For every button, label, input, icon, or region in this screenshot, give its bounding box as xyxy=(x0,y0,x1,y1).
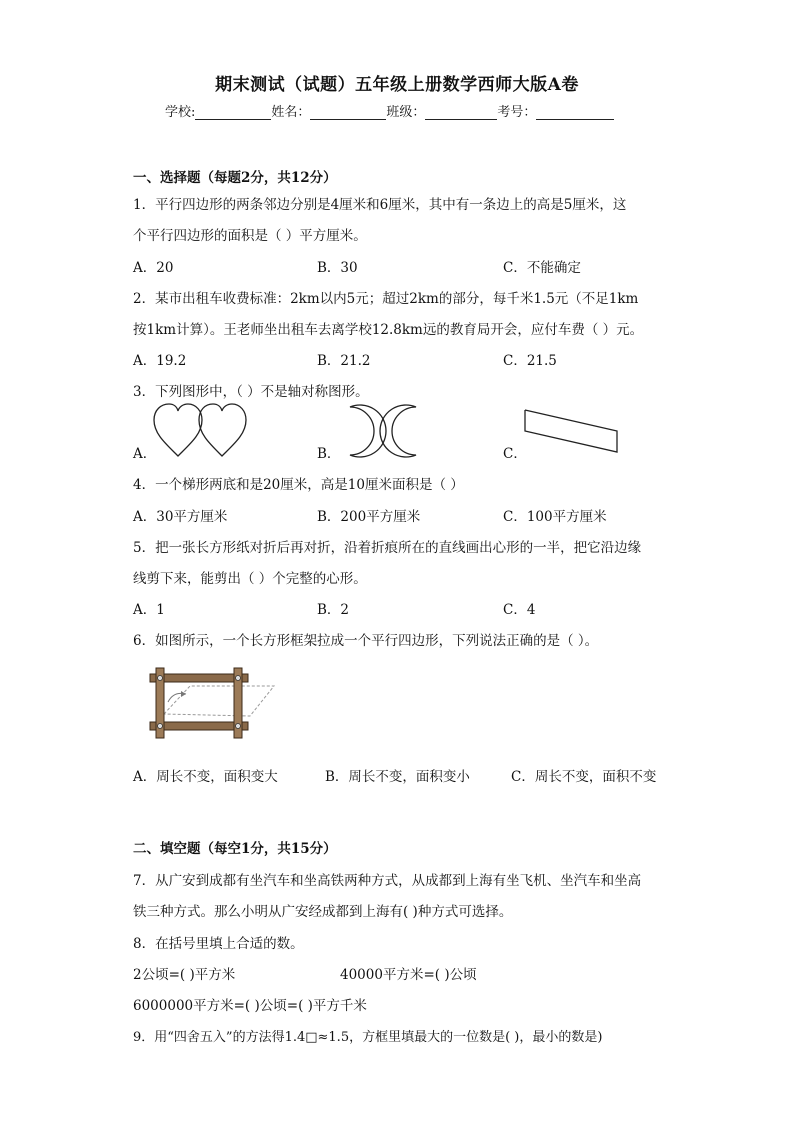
q3-option-c[interactable]: C． xyxy=(503,446,527,462)
number-blank[interactable] xyxy=(536,105,614,120)
class-blank[interactable] xyxy=(425,105,497,120)
double-heart-figure xyxy=(152,404,252,459)
q8-line3: 6000000平方米=( )公顷=( )平方千米 xyxy=(133,998,367,1014)
q6-option-b[interactable]: B．周长不变，面积变小 xyxy=(325,769,470,785)
q7-line1: 7．从广安到成都有坐汽车和坐高铁两种方式，从成都到上海有坐飞机、坐汽车和坐高 xyxy=(133,873,642,889)
school-blank[interactable] xyxy=(195,105,271,120)
q2-option-c[interactable]: C．21.5 xyxy=(503,353,557,369)
q4-option-a[interactable]: A．30平方厘米 xyxy=(133,509,228,525)
q5-option-b[interactable]: B．2 xyxy=(317,602,350,618)
school-label: 学校: xyxy=(165,105,196,120)
q5-line2: 线剪下来，能剪出（ ）个完整的心形。 xyxy=(133,571,367,587)
q2-line2: 按1km计算）。王老师坐出租车去离学校12.8km远的教育局开会，应付车费（ ）元。 xyxy=(133,322,644,338)
q5-option-a[interactable]: A．1 xyxy=(133,602,165,618)
q4-line1: 4．一个梯形两底和是20厘米，高是10厘米面积是（ ） xyxy=(133,477,464,493)
q1-option-b[interactable]: B．30 xyxy=(317,260,358,276)
section2-heading: 二、填空题（每空1分，共15分） xyxy=(133,841,337,857)
q2-line1: 2．某市出租车收费标准：2km以内5元；超过2km的部分，每千米1.5元（不足1km xyxy=(133,291,639,307)
class-label: 班级： xyxy=(386,105,426,120)
q6-option-a[interactable]: A．周长不变，面积变大 xyxy=(133,769,278,785)
name-label: 姓名： xyxy=(271,105,311,120)
page-title: 期末测试（试题）五年级上册数学西师大版A卷 xyxy=(215,75,579,95)
number-label: 考号： xyxy=(497,105,537,120)
parallelogram-triangles-figure xyxy=(524,409,620,455)
q4-option-b[interactable]: B．200平方厘米 xyxy=(317,509,421,525)
q8-line1: 8．在括号里填上合适的数。 xyxy=(133,936,304,952)
name-blank[interactable] xyxy=(310,105,386,120)
q2-option-b[interactable]: B．21.2 xyxy=(317,353,371,369)
q6-line1: 6．如图所示，一个长方形框架拉成一个平行四边形，下列说法正确的是（ ）。 xyxy=(133,633,599,649)
q2-option-a[interactable]: A．19.2 xyxy=(133,353,187,369)
q1-line1: 1．平行四边形的两条邻边分别是4厘米和6厘米，其中有一条边上的高是5厘米，这 xyxy=(133,197,627,213)
q3-line1: 3．下列图形中，（ ）不是轴对称图形。 xyxy=(133,384,369,400)
q7-line2: 铁三种方式。那么小明从广安经成都到上海有( )种方式可选择。 xyxy=(133,904,513,920)
q5-option-c[interactable]: C．4 xyxy=(503,602,536,618)
q3-option-b[interactable]: B． xyxy=(317,446,341,462)
q1-line2: 个平行四边形的面积是（ ）平方厘米。 xyxy=(133,228,367,244)
section1-heading: 一、选择题（每题2分，共12分） xyxy=(133,170,337,186)
q5-line1: 5．把一张长方形纸对折后再对折，沿着折痕所在的直线画出心形的一半，把它沿边缘 xyxy=(133,540,642,556)
rectangle-frame-picture xyxy=(146,664,280,742)
student-info-line xyxy=(165,101,614,120)
q1-option-a[interactable]: A．20 xyxy=(133,260,174,276)
q9-line1: 9．用“四舍五入”的方法得1.4□≈1.5，方框里填最大的一位数是( )，最小的数是) xyxy=(133,1030,603,1045)
q1-option-c[interactable]: C．不能确定 xyxy=(503,260,581,276)
q4-option-c[interactable]: C．100平方厘米 xyxy=(503,509,607,525)
q8-line2a: 2公顷=( )平方米 xyxy=(133,967,236,983)
q3-option-a[interactable]: A． xyxy=(133,446,157,462)
double-crescent-figure xyxy=(336,403,426,459)
q8-line2b: 40000平方米=( )公顷 xyxy=(340,967,477,983)
q6-option-c[interactable]: C．周长不变，面积不变 xyxy=(511,769,657,785)
